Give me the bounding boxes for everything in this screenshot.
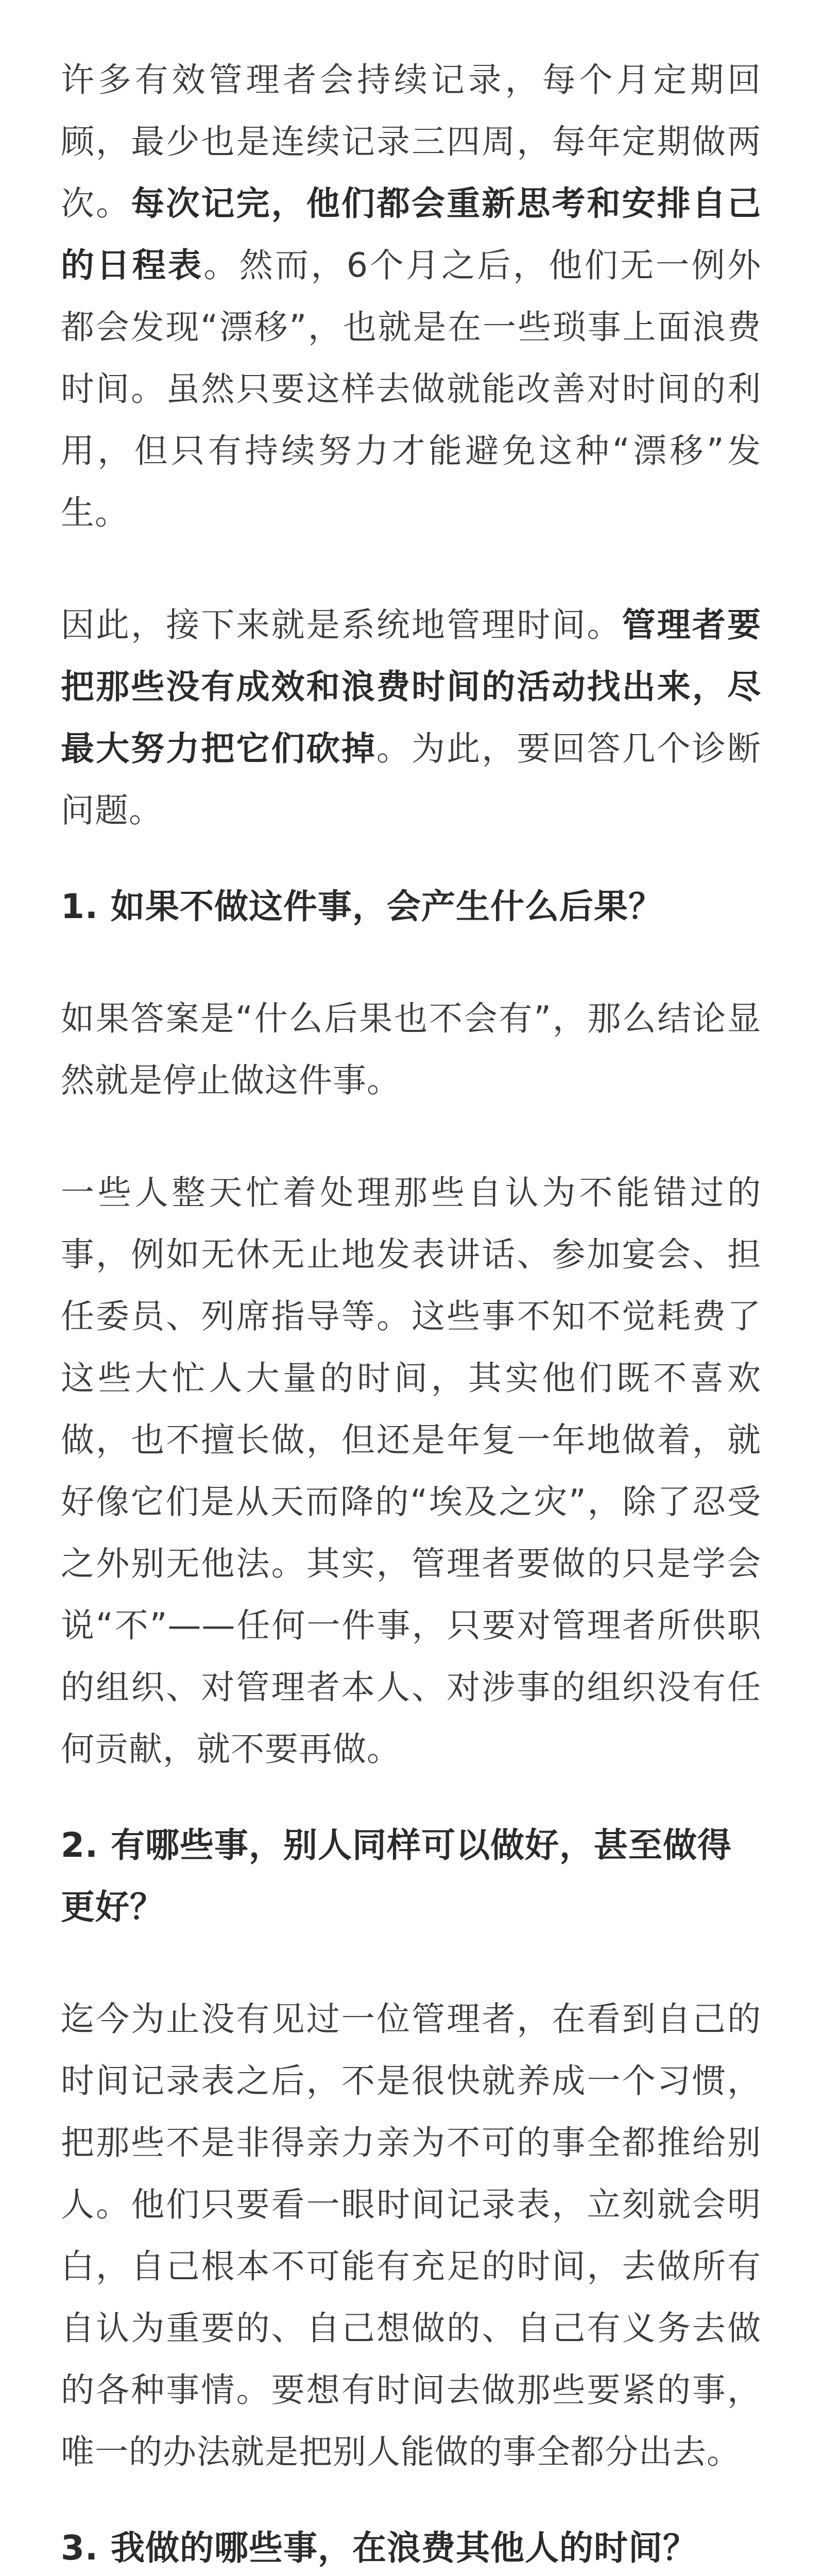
question-heading-2: 2. 有哪些事，别人同样可以做好，甚至做得更好？ — [61, 1825, 732, 1927]
bold-emphasis: 管理者要把那些没有成效和浪费时间的活动找出来，尽最大努力把它们砍掉 — [61, 606, 761, 768]
question-heading-3: 3. 我做的哪些事，在浪费其他人的时间？ — [61, 2528, 697, 2568]
paragraph-text: 许多有效管理者会持续记录，每个月定期回顾，最少也是连续记录三四周，每年定期做两次。 — [61, 61, 761, 223]
paragraph-learn-to-say-no: 一些人整天忙着处理那些自认为不能错过的事，例如无休无止地发表讲话、参加宴会、担任委员、列席指导等。这些事不知不觉耗费了这些大忙人大量的时间，其实他们既不喜欢做，也不擅长做，但还是年复一年地做着，就好像它们是从天而降的“埃及之灾”，除了忍受之外别无他法。其实，管理者要做的只是学会说“不”——任何一件事，只要对管理者所供职的组织、对管理者本人、对涉事的组织没有任何贡献，就不要再做。 — [61, 1174, 761, 1769]
paragraph-systematic-management — [61, 595, 761, 842]
paragraph-text: 。然而，6个月之后，他们无一例外都会发现“漂移”，也就是在一些琐事上面浪费时间。虽然只要这样去做就能改善对时间的利用，但只有持续努力才能避免这种“漂移”发生。 — [61, 246, 761, 532]
question-heading-1: 1. 如果不做这件事，会产生什么后果？ — [61, 887, 663, 926]
paragraph-time-record-review — [61, 49, 761, 544]
paragraph-text: 。为此，要回答几个诊断问题。 — [61, 730, 761, 830]
paragraph-delegate: 迄今为止没有见过一位管理者，在看到自己的时间记录表之后，不是很快就养成一个习惯，把那些不是非得亲力亲为不可的事全都推给别人。他们只要看一眼时间记录表，立刻就会明白，自己根本不可能有充足的时间，去做所有自认为重要的、自己想做的、自己有义务去做的各种事情。要想有时间去做那些要紧的事，唯一的办法就是把别人能做的事全都分出去。 — [61, 2000, 761, 2471]
bold-emphasis: 每次记完，他们都会重新思考和安排自己的日程表 — [61, 184, 761, 285]
paragraph-text: 因此，接下来就是系统地管理时间。 — [61, 606, 622, 645]
paragraph-answer-nothing: 如果答案是“什么后果也不会有”，那么结论显然就是停止做这件事。 — [61, 999, 761, 1100]
